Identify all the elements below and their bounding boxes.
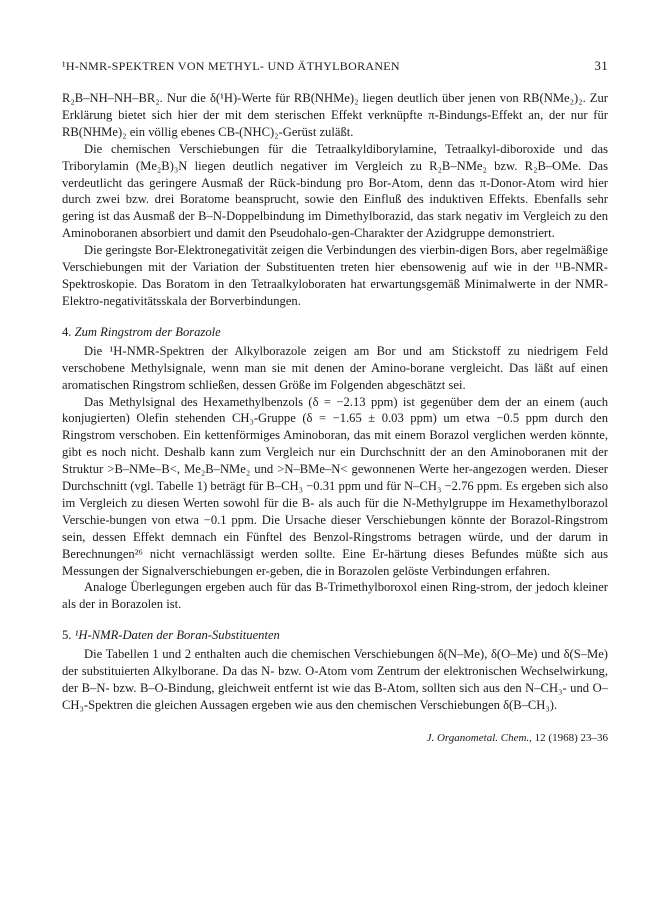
paragraph: Das Methylsignal des Hexamethylbenzols (δ = −2.13 ppm) ist gegenüber dem der an einem (auch konjugierten) Olefin stehenden CH₃-Gruppe (δ = −1.65 ± 0.03 ppm) um etwa −0.5 ppm durch den Ringstrom verschoben. Ein kettenförmiges Aminoboran, das mit einem Borazol verglichen werden könnte, gibt es noch nicht. Deshalb kann zum Vergleich nur ein Durchschnitt der an den Aminoboranen mit der Struktur >B–NMe–B<, Me₂B–NMe₂ und >N–BMe–N< gewonnenen Werte her-angezogen werden. Dieser Durchschnitt (vgl. Tabelle 1) beträgt für B–CH₃ −0.31 ppm und für N–CH₃ −2.76 ppm. Es ergeben sich also im Vergleich zu diesen Werten sowohl für die B- als auch für die N-Methylgruppe im Hexamethylborazol Verschie-bungen von etwa −0.1 ppm. Die Ursache dieser Verschiebungen könnte der Borazol-Ringstrom sein, dessen Effekt demnach ein Fünftel des Benzol-Ringstroms betragen würde, und der darum in Berechnungen²⁶ nicht vernachlässigt werden sollte. Eine Er-härtung dieses Befundes müßte sich aus Messungen der Signalverschiebungen er-geben, die in Borazolen gelöste Verbindungen erfahren. (62, 394, 608, 578)
paragraph-continued: R₂B–NH–NH–BR₂. Nur die δ(¹H)-Werte für RB(NHMe)₂ liegen deutlich über jenen von RB(NMe₂)₂. Zur Erklärung bietet sich hier der mit dem sterischen Effekt verknüpfte π-Bindungs-Effekt an, der nur für RB(NHMe)₂ ein völlig ebenes CB-(NHC)₂-Gerüst zuläßt. (62, 91, 608, 139)
paragraph: Analoge Überlegungen ergeben auch für das B-Trimethylboroxol einen Ring-strom, der jedoch kleiner als der in Borazolen ist. (62, 580, 608, 612)
paragraph: Die chemischen Verschiebungen für die Tetraalkyldiborylamine, Tetraalkyl-diboroxide und das Triborylamin (Me₂B)₃N liegen deutlich negativer im Vergleich zu R₂B–NMe₂ bzw. R₂B–OMe. Das verdeutlicht das geringere Ausmaß der Rück-bindung pro Bor-Atom, denn das π-Donor-Atom wird hier durch zwei bzw. drei Boratome beansprucht, sowie den Einfluß des induktiven Effekts. Ebenfalls sehr gering ist das Ausmaß der B–N-Doppelbindung im Dimethylborazid, das stark negativ im Vergleich zu den Aminoboranen absorbiert und damit den Pseudohalo-gen-Charakter der Azidgruppe demonstriert. (62, 141, 608, 241)
section-number: 4. (62, 324, 72, 339)
journal-name: J. Organometal. Chem., (426, 731, 532, 744)
section-number: 5. (62, 628, 72, 643)
section-title: ¹H-NMR-Daten der Boran-Substituenten (74, 628, 280, 643)
section-heading-5 (62, 627, 608, 644)
paragraph: Die ¹H-NMR-Spektren der Alkylborazole zeigen am Bor und am Stickstoff zu niedrigem Feld verschobene Methylsignale, wenn man sie mit denen der Amino-borane vergleicht. Das läßt auf einen aromatischen Ringstrom schließen, dessen Größe im Folgenden abgeschätzt sei. (62, 343, 608, 392)
paper-page (62, 58, 608, 744)
journal-citation: 12 (1968) 23–36 (531, 731, 608, 744)
section-title: Zum Ringstrom der Borazole (74, 324, 221, 339)
section-heading-4 (62, 324, 608, 341)
paragraph: Die Tabellen 1 und 2 enthalten auch die chemischen Verschiebungen δ(N–Me), δ(O–Me) und δ(S–Me) der substituierten Alkylborane. Da das N- bzw. O-Atom vom Zentrum der elektronischen Wechselwirkung, der B–N- bzw. B–O-Bindung, gleichweit entfernt ist wie das B-Atom, sollten sich aus den N–CH₃- und O–CH₃-Spektren die gleichen Aussagen ergeben wie aus den chemischen Verschiebungen δ(B–CH₃). (62, 647, 608, 712)
running-title: ¹H-NMR-SPEKTREN VON METHYL- UND ÄTHYLBORANEN (62, 59, 400, 73)
paragraph: Die geringste Bor-Elektronegativität zeigen die Verbindungen des vierbin-digen Bors, aber regelmäßige Verschiebungen mit der Variation der Substituenten treten hier ebensowenig auf wie in der ¹¹B-NMR-Spektroskopie. Das Boratom in den Tetraalkyloboraten hat erwartungsgemäß Minimalwerte in der NMR-Elektro-negativitätsskala der Borverbindungen. (62, 243, 608, 308)
page-header (62, 58, 608, 74)
journal-footer (62, 732, 608, 744)
page-number: 31 (594, 58, 608, 73)
